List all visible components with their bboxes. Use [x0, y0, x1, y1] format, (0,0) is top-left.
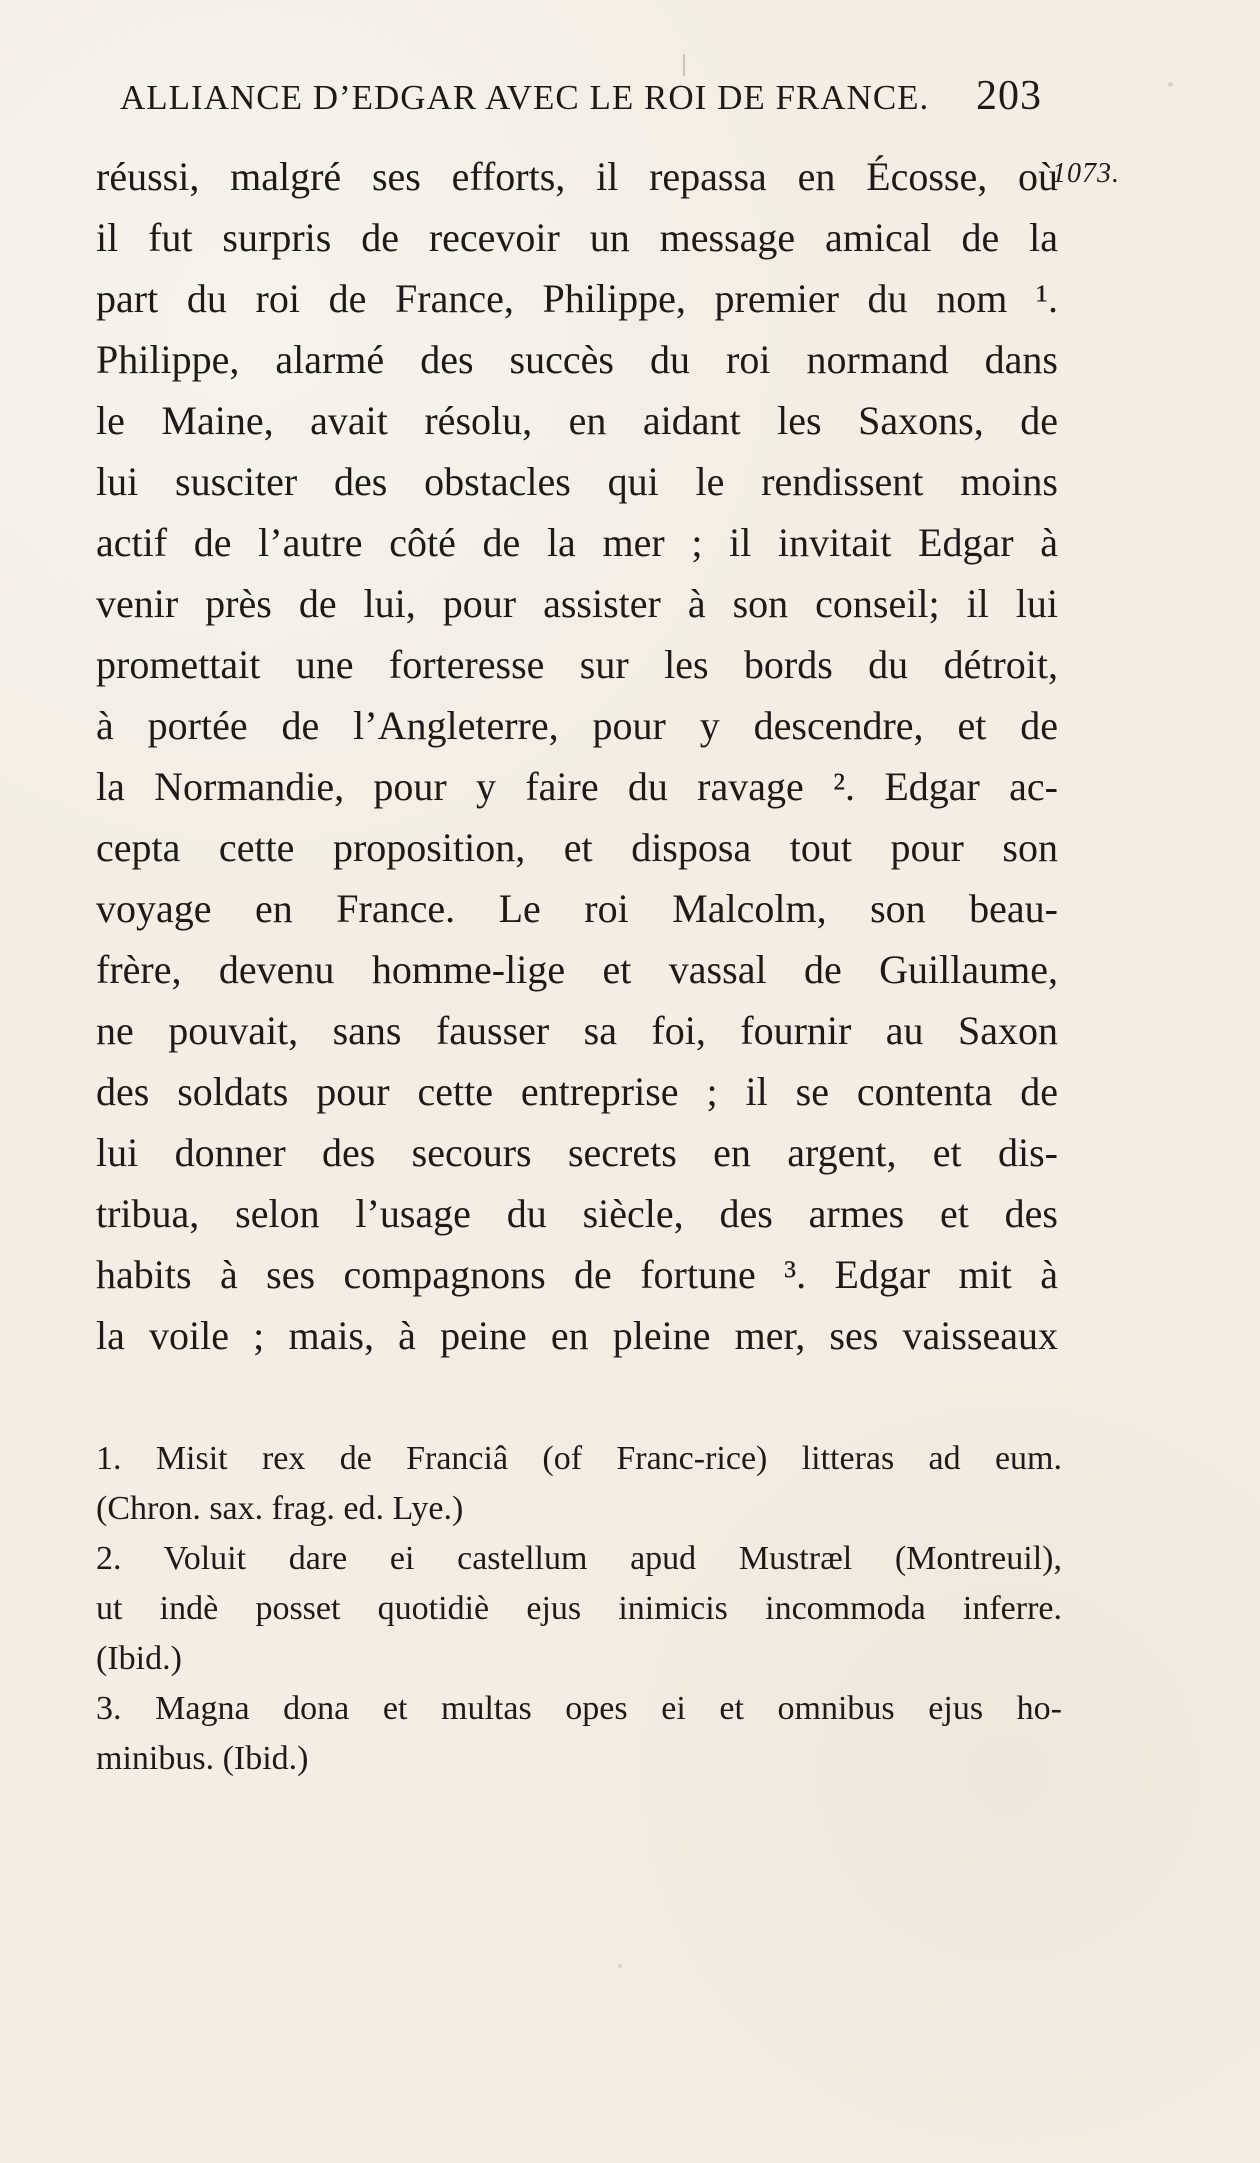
text-line: à portée de l’Angleterre, pour y descendre, et de: [96, 703, 1058, 748]
paper-speck: [618, 1964, 622, 1968]
paper-speck: [1168, 82, 1173, 87]
text-line: habits à ses compagnons de fortune ³. Edgar mit à: [96, 1252, 1058, 1297]
text-line: Philippe, alarmé des succès du roi normand dans: [96, 337, 1058, 382]
text-line: le Maine, avait résolu, en aidant les Saxons, de: [96, 398, 1058, 443]
running-header: ALLIANCE D’EDGAR AVEC LE ROI DE FRANCE.: [120, 78, 930, 117]
text-line: venir près de lui, pour assister à son conseil; il lui: [96, 581, 1058, 626]
footnote-line: (Ibid.): [96, 1640, 182, 1677]
text-line: promettait une forteresse sur les bords du détroit,: [96, 642, 1058, 687]
main-text: [96, 146, 1058, 1366]
footnote-line: 2. Voluit dare ei castellum apud Mustræl (Montreuil),: [96, 1540, 1062, 1577]
text-line: des soldats pour cette entreprise ; il se contenta de: [96, 1069, 1058, 1114]
text-line: lui donner des secours secrets en argent, et dis-: [96, 1130, 1058, 1175]
text-line: il fut surpris de recevoir un message amical de la: [96, 215, 1058, 260]
paper-mark: [683, 54, 685, 76]
footnote-line: ut indè posset quotidiè ejus inimicis incommoda inferre.: [96, 1590, 1062, 1627]
text-line: la voile ; mais, à peine en pleine mer, ses vaisseaux: [96, 1313, 1058, 1358]
footnote-line: 1. Misit rex de Franciâ (of Franc-rice) litteras ad eum.: [96, 1440, 1062, 1477]
text-line: réussi, malgré ses efforts, il repassa en Écosse, où: [96, 154, 1058, 199]
text-line: tribua, selon l’usage du siècle, des armes et des: [96, 1191, 1058, 1236]
text-line: voyage en France. Le roi Malcolm, son beau-: [96, 886, 1058, 931]
footnote-line: (Chron. sax. frag. ed. Lye.): [96, 1490, 464, 1527]
text-line: part du roi de France, Philippe, premier du nom ¹.: [96, 276, 1058, 321]
page-number: 203: [976, 73, 1042, 119]
text-line: cepta cette proposition, et disposa tout pour son: [96, 825, 1058, 870]
footnote-line: 3. Magna dona et multas opes ei et omnibus ejus ho-: [96, 1690, 1062, 1727]
text-line: frère, devenu homme-lige et vassal de Guillaume,: [96, 947, 1058, 992]
text-line: ne pouvait, sans fausser sa foi, fournir au Saxon: [96, 1008, 1058, 1053]
text-line: actif de l’autre côté de la mer ; il invitait Edgar à: [96, 520, 1058, 565]
margin-year: 1073.: [1052, 158, 1120, 189]
text-line: la Normandie, pour y faire du ravage ². Edgar ac-: [96, 764, 1058, 809]
text-line: lui susciter des obstacles qui le rendissent moins: [96, 459, 1058, 504]
footnote-line: minibus. (Ibid.): [96, 1740, 309, 1777]
footnotes: [96, 1434, 1062, 1784]
